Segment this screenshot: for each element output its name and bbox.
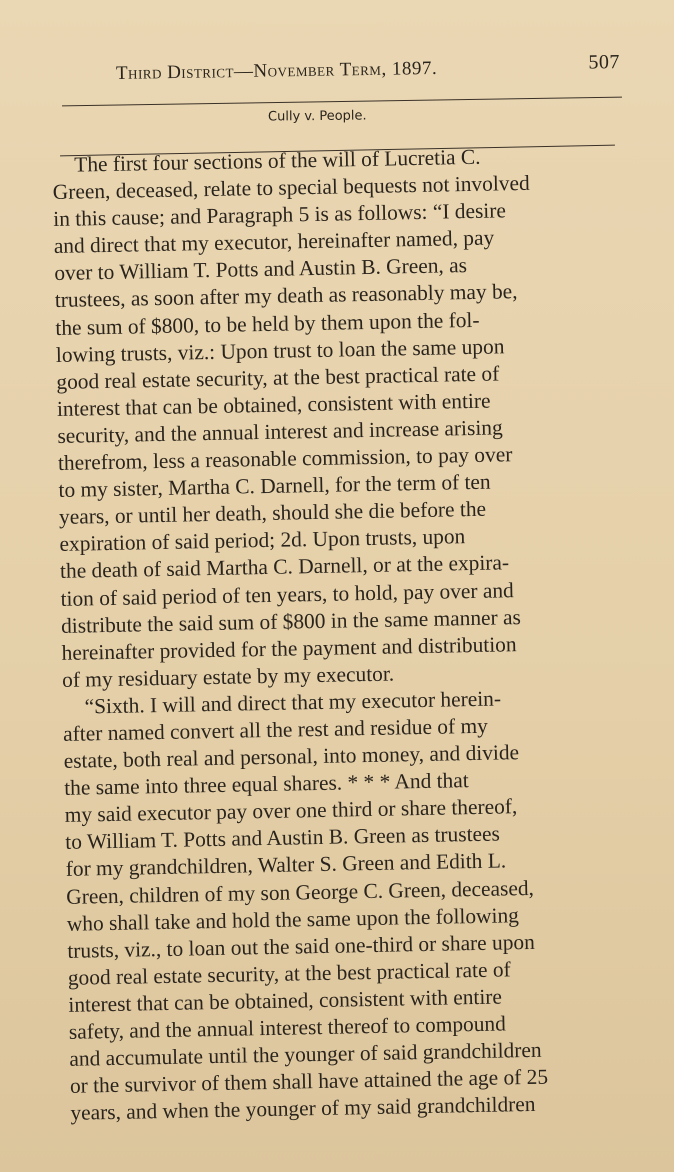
text-line: my said executor pay over one third or share thereof, (64, 794, 518, 828)
case-name: Cully v. People. (267, 108, 367, 125)
text-line: lowing trusts, viz.: Upon trust to loan the same upon (55, 334, 505, 367)
page-body-text (52, 141, 653, 1127)
text-line: the sum of $800, to be held by them upon the fol- (55, 307, 480, 340)
text-line: therefrom, less a reasonable commission, to pay over (57, 442, 513, 475)
text-line: to William T. Potts and Austin B. Green as trustees (65, 821, 501, 855)
text-line: security, and the annual interest and increase arising (57, 415, 503, 448)
text-line: Green, deceased, relate to special bequests not involved (52, 170, 530, 205)
page-number: 507 (588, 51, 621, 74)
text-line: expiration of said period; 2d. Upon trusts, upon (59, 524, 466, 557)
running-header (112, 51, 622, 93)
text-line: the same into three equal shares. * * * And that (63, 768, 469, 801)
text-line: in this cause; and Paragraph 5 is as follows: “I desire (53, 198, 507, 232)
text-line: years, and when the younger of my said grandchildren (70, 1092, 536, 1126)
text-line: and accumulate until the younger of said grandchildren (69, 1037, 542, 1071)
text-line: distribute the said sum of $800 in the same manner as (60, 604, 522, 638)
header-rule (62, 97, 622, 107)
text-line: good real estate security, at the best practical rate of (56, 361, 500, 394)
text-line: or the survivor of them shall have attained the age of 25 (69, 1064, 549, 1099)
running-title: Third District—November Term, 1897. (115, 57, 438, 84)
text-line: and direct that my executor, hereinafter named, pay (53, 225, 495, 259)
text-line: trustees, as soon after my death as reasonably may be, (54, 279, 518, 313)
text-line: the death of said Martha C. Darnell, or at the expira- (59, 550, 510, 584)
text-line: of my residuary estate by my executor. (61, 661, 395, 692)
text-line: “Sixth. I will and direct that my executor herein- (84, 686, 502, 719)
text-line: tion of said period of ten years, to hold, pay over and (60, 577, 514, 611)
text-line: after named convert all the rest and residue of my (62, 713, 488, 746)
text-line: interest that can be obtained, consistent with entire (56, 388, 491, 421)
text-line: safety, and the annual interest thereof to compound (68, 1011, 507, 1044)
text-line: years, or until her death, should she die before the (58, 496, 487, 530)
text-line: good real estate security, at the best practical rate of (67, 957, 511, 990)
text-line: interest that can be obtained, consistent with entire (68, 984, 503, 1017)
text-line: who shall take and hold the same upon the following (66, 902, 520, 936)
text-line: for my grandchildren, Walter S. Green and Edith L. (65, 848, 507, 882)
text-line: over to William T. Potts and Austin B. Green, as (54, 253, 468, 286)
text-line: hereinafter provided for the payment and distribution (61, 631, 517, 665)
text-line: trusts, viz., to loan out the said one-third or share upon (67, 929, 536, 963)
text-line: to my sister, Martha C. Darnell, for the term of ten (58, 469, 491, 503)
text-line: Green, children of my son George C. Green, deceased, (66, 875, 535, 909)
text-line: estate, both real and personal, into money, and divide (63, 740, 520, 773)
text-line: The first four sections of the will of Lucretia C. (74, 144, 481, 177)
